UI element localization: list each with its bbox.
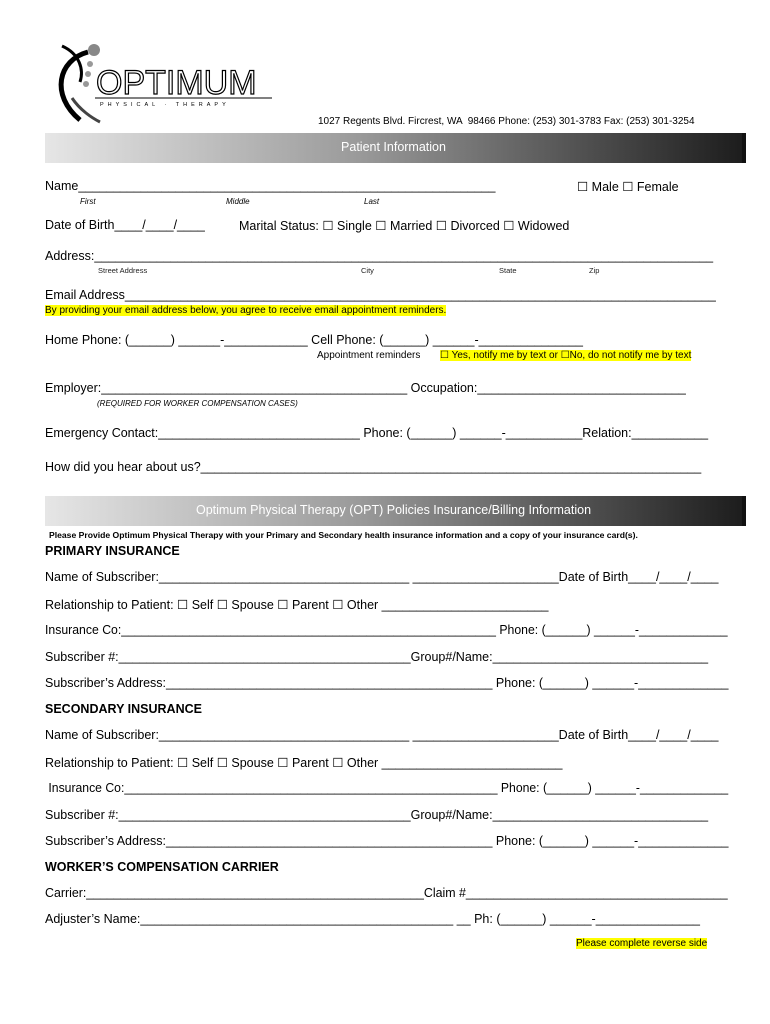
emergency-contact-field[interactable]: Emergency Contact:_____________________________ Phone: (______) ______-___________Relation:___________ [45,426,709,440]
address-field[interactable]: Address:_________________________________________________________________________________________ [45,249,714,263]
workers-comp-carrier-field[interactable]: Carrier:_________________________________________________Claim #______________________________________ [45,886,728,900]
employer-occupation-field[interactable]: Employer:____________________________________________ Occupation:______________________________ [45,381,686,395]
secondary-insurance-heading: SECONDARY INSURANCE [45,702,202,716]
primary-relationship-options[interactable]: Relationship to Patient: ☐ Self ☐ Spouse ☐ Parent ☐ Other ________________________ [45,598,549,612]
workers-comp-adjuster-field[interactable]: Adjuster’s Name:_____________________________________________ __ Ph: (______) ______-_______________ [45,912,700,926]
workers-comp-heading: WORKER’S COMPENSATION CARRIER [45,860,279,874]
secondary-insurance-co-field[interactable]: Insurance Co:_______________________________________________________ Phone: (______) ______-_____________ [45,781,729,795]
insurance-instructions: Please Provide Optimum Physical Therapy with your Primary and Secondary health insurance information and a copy of your insurance card(s). [49,530,638,540]
referral-source-field[interactable]: How did you hear about us?________________________________________________________________________ [45,460,702,474]
primary-subscriber-number-field[interactable]: Subscriber #:__________________________________________Group#/Name:_______________________________ [45,650,709,664]
logo-brand: OPTIMUM [96,64,257,102]
phone-fields[interactable]: Home Phone: (______) ______-____________ Cell Phone: (______) ______-_______________ [45,333,583,347]
address-zip-label: Zip [589,266,600,275]
patient-info-title: Patient Information [341,140,446,154]
policies-header [45,496,746,526]
name-first-label: First [80,197,96,206]
name-field[interactable]: Name____________________________________________________________ [45,179,496,193]
email-field[interactable]: Email Address_____________________________________________________________________________________ [45,288,716,302]
name-last-label: Last [364,197,380,206]
reminders-options[interactable]: ☐ Yes, notify me by text or ☐No, do not notify me by text [440,350,692,361]
primary-insurance-co-field[interactable]: Insurance Co:_______________________________________________________ Phone: (______) ______-_____________ [45,623,728,637]
policies-title: Optimum Physical Therapy (OPT) Policies Insurance/Billing Information [195,503,592,517]
secondary-subscriber-address-field[interactable]: Subscriber’s Address:_______________________________________________ Phone: (______) ______-_____________ [45,834,729,848]
dob-field[interactable]: Date of Birth____/____/____ [45,218,205,232]
employer-required-note: (REQUIRED FOR WORKER COMPENSATION CASES) [97,399,298,408]
name-middle-label: Middle [226,197,250,206]
primary-insurance-heading: PRIMARY INSURANCE [45,544,180,558]
secondary-subscriber-field[interactable]: Name of Subscriber:____________________________________ _____________________Date of Birth____/____/____ [45,728,719,742]
address-city-label: City [361,266,374,275]
secondary-relationship-options[interactable]: Relationship to Patient: ☐ Self ☐ Spouse ☐ Parent ☐ Other __________________________ [45,756,563,770]
address-state-label: State [499,266,517,275]
clinic-address: 1027 Regents Blvd. Fircrest, WA 98466 Phone: (253) 301-3783 Fax: (253) 301-3254 [318,116,695,127]
address-street-label: Street Address [98,266,148,275]
marital-status-options[interactable]: Marital Status: ☐ Single ☐ Married ☐ Divorced ☐ Widowed [239,219,570,233]
optimum-logo [40,40,280,130]
email-consent-note: By providing your email address below, you agree to receive email appointment reminders. [45,305,447,316]
logo-tagline: PHYSICAL · THERAPY [100,102,230,108]
reminders-label: Appointment reminders [317,350,421,361]
primary-subscriber-field[interactable]: Name of Subscriber:____________________________________ _____________________Date of Birth____/____/____ [45,570,719,584]
patient-info-header [45,133,746,163]
gender-options[interactable]: ☐ Male ☐ Female [577,180,679,194]
reverse-side-note: Please complete reverse side [576,938,708,949]
secondary-subscriber-number-field[interactable]: Subscriber #:__________________________________________Group#/Name:_______________________________ [45,808,709,822]
primary-subscriber-address-field[interactable]: Subscriber’s Address:_______________________________________________ Phone: (______) ______-_____________ [45,676,729,690]
